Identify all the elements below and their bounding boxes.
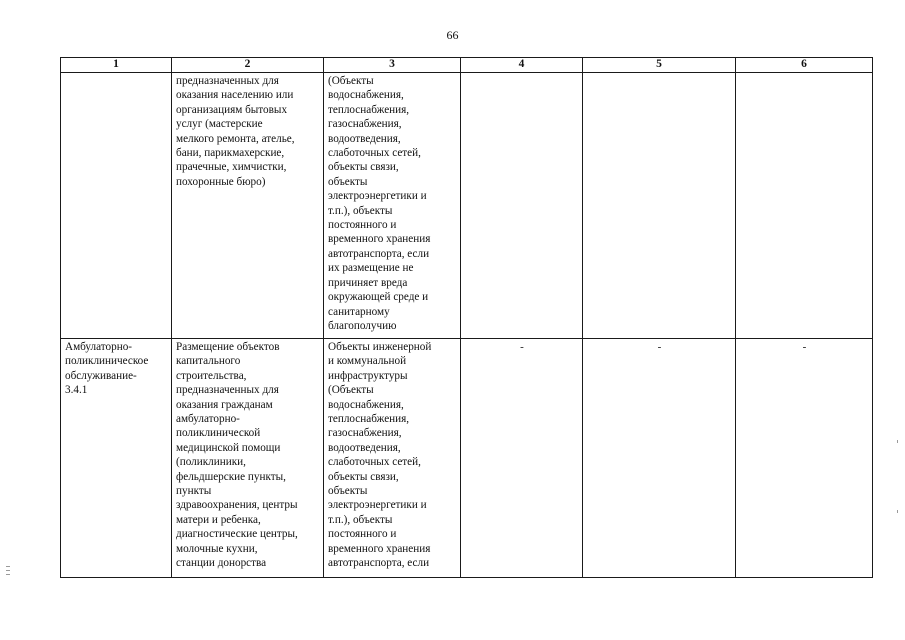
table-cell bbox=[324, 339, 461, 578]
cell-text bbox=[461, 73, 582, 74]
table-cell bbox=[736, 339, 873, 578]
cell-text bbox=[583, 73, 735, 74]
cell-text bbox=[736, 73, 872, 74]
scan-mark-right bbox=[897, 510, 898, 513]
table-cell bbox=[583, 339, 736, 578]
table-header-row bbox=[61, 58, 873, 73]
table-cell bbox=[61, 339, 172, 578]
cell-text: - bbox=[657, 341, 662, 353]
cell-text: Амбулаторно- поликлиническое обслуживание- 3.4.1 bbox=[65, 341, 149, 397]
scan-mark-left bbox=[6, 570, 10, 571]
scan-mark-left bbox=[6, 566, 10, 567]
table-cell bbox=[61, 73, 172, 339]
cell-text: - bbox=[520, 341, 524, 353]
column-header-6: 6 bbox=[736, 58, 873, 73]
cell-text: (Объекты водоснабжения, теплоснабжения, газоснабжения, водоотведения, слаботочных сетей, объекты связи, объекты электроэнергетики и т.п.), объекты постоянного и временного хранения автотранспорта, если их размещение не причиняет вреда окружающей среде и санитарному благополучию bbox=[328, 75, 431, 332]
table-cell bbox=[736, 73, 873, 339]
column-header-3: 3 bbox=[324, 58, 461, 73]
cell-text: Размещение объектов капитального строительства, предназначенных для оказания гражданам амбулаторно- поликлинической медицинской помощи (поликлиники, фельдшерские пункты, пункты здравоохранения, центры матери и ребенка, диагностические центры, молочные кухни, станции донорства bbox=[176, 341, 298, 570]
page-number: 66 bbox=[446, 28, 459, 42]
column-header-2: 2 bbox=[172, 58, 324, 73]
scan-mark-left bbox=[6, 574, 10, 575]
column-header-5: 5 bbox=[583, 58, 736, 73]
scan-mark-right bbox=[897, 440, 898, 443]
table-cell bbox=[172, 339, 324, 578]
cell-text: - bbox=[802, 341, 807, 353]
column-header-4: 4 bbox=[461, 58, 583, 73]
table-row bbox=[61, 73, 873, 339]
regulation-table bbox=[60, 57, 873, 578]
column-header-1: 1 bbox=[61, 58, 172, 73]
table-row bbox=[61, 339, 873, 578]
table-cell bbox=[461, 339, 583, 578]
cell-text bbox=[61, 73, 171, 74]
table-cell bbox=[172, 73, 324, 339]
cell-text: предназначенных для оказания населению или организациям бытовых услуг (мастерские мелкого ремонта, ателье, бани, парикмахерские, прачечные, химчистки, похоронные бюро) bbox=[176, 75, 295, 188]
table-cell bbox=[461, 73, 583, 339]
cell-text: Объекты инженерной и коммунальной инфраструктуры (Объекты водоснабжения, теплоснабжения, газоснабжения, водоотведения, слаботочных сетей, объекты связи, объекты электроэнергетики и т.п.), объекты постоянного и временного хранения автотранспорта, если bbox=[328, 341, 432, 570]
table-cell bbox=[324, 73, 461, 339]
table-cell bbox=[583, 73, 736, 339]
